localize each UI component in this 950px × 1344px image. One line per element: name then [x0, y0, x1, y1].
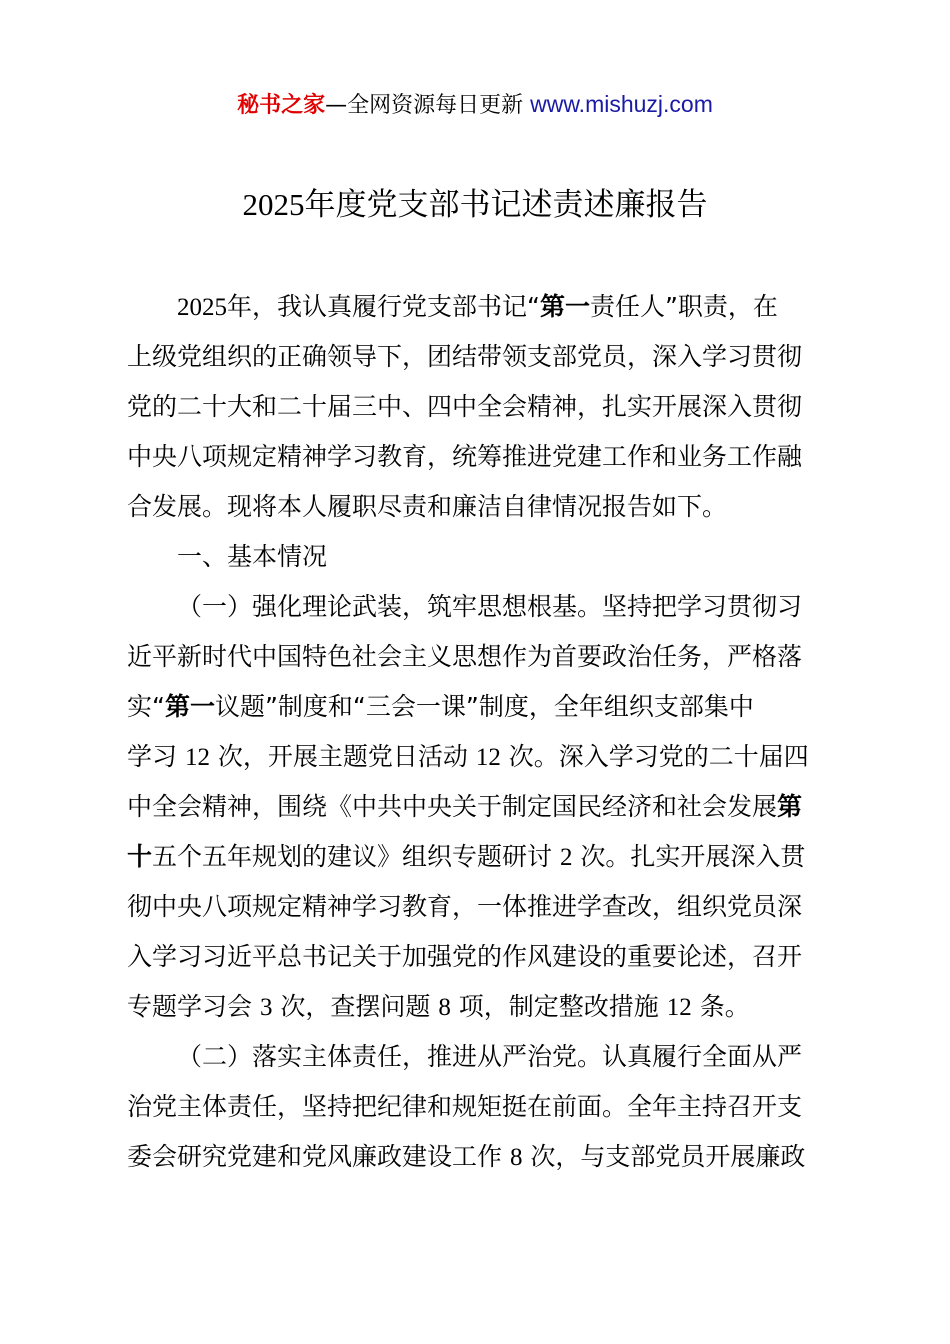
paragraph-line: 治党主体责任，坚持把纪律和规矩挺在前面。全年主持召开支	[127, 1092, 803, 1121]
text-run: 委会研究党建和党风廉政建设工作	[127, 1142, 510, 1171]
text-run: 次。深入学习党的二十届四	[500, 742, 809, 771]
count-number: 2	[559, 844, 573, 871]
text-run: 项，制定整改措施	[450, 992, 667, 1021]
year-number: 2025	[177, 294, 227, 321]
paragraph-line: 党的二十大和二十届三中、四中全会精神，扎实开展深入贯彻	[127, 392, 803, 421]
paragraph-line: 上级党组织的正确领导下，团结带领支部党员，深入学习贯彻	[127, 342, 803, 371]
paragraph-line: （二）落实主体责任，推进从严治党。认真履行全面从严	[177, 1042, 803, 1071]
text-run: 五个五年规划的建议》组织专题研讨	[152, 842, 560, 871]
text-run: 次，查摆问题	[272, 992, 439, 1021]
paragraph-line: 中央八项规定精神学习教育，统筹推进党建工作和业务工作融	[127, 442, 803, 471]
text-run: 实“	[127, 692, 165, 721]
paragraph-line: （一）强化理论武装，筑牢思想根基。坚持把学习贯彻习	[177, 592, 803, 621]
paragraph-line	[127, 1132, 837, 1182]
site-brand-name: 秘书之家	[237, 93, 326, 118]
text-run: 议题”制度和“三会一课”制度，全年组织支部集中	[214, 692, 754, 721]
count-number: 12	[666, 994, 692, 1021]
text-run: 年，我认真履行党支部书记“	[227, 292, 540, 321]
site-url-link[interactable]: www.mishuzj.com	[530, 91, 713, 117]
text-run: 学习	[127, 742, 185, 771]
count-number: 3	[259, 994, 273, 1021]
paragraph-line	[127, 782, 837, 832]
site-banner	[0, 88, 950, 122]
text-run: 专题学习会	[127, 992, 260, 1021]
bold-text: 第一	[164, 692, 215, 721]
text-run: 次，与支部党员开展廉政	[522, 1142, 806, 1171]
section-heading: 一、基本情况	[177, 542, 328, 571]
count-number: 8	[509, 1144, 523, 1171]
document-body	[127, 282, 837, 1182]
site-tagline: —全网资源每日更新	[325, 93, 531, 118]
paragraph-line: 彻中央八项规定精神学习教育，一体推进学查改，组织党员深	[127, 892, 803, 921]
text-run: 次。扎实开展深入贯	[572, 842, 806, 871]
paragraph-line: 近平新时代中国特色社会主义思想作为首要政治任务，严格落	[127, 642, 803, 671]
paragraph-line	[127, 282, 837, 332]
text-run: 条。	[691, 992, 750, 1021]
document-title	[0, 182, 950, 228]
count-number: 12	[184, 744, 210, 771]
text-run: 次，开展主题党日活动	[209, 742, 476, 771]
text-run: 中全会精神，围绕《中共中央关于制定国民经济和社会发展	[127, 792, 778, 821]
title-text: 年度党支部书记述责述廉报告	[304, 187, 708, 223]
paragraph-line: 入学习习近平总书记关于加强党的作风建设的重要论述，召开	[127, 942, 803, 971]
paragraph-line	[127, 832, 837, 882]
paragraph-line	[127, 982, 837, 1032]
bold-text: 第	[777, 792, 803, 821]
count-number: 8	[438, 994, 451, 1021]
paragraph-line	[127, 682, 837, 732]
paragraph-line: 合发展。现将本人履职尽责和廉洁自律情况报告如下。	[127, 492, 728, 521]
count-number: 12	[475, 744, 501, 771]
bold-text: 十	[127, 842, 153, 871]
text-run: 责任人”职责，在	[589, 292, 778, 321]
title-year: 2025	[242, 187, 305, 222]
paragraph-line	[127, 732, 837, 782]
bold-text: 第一	[539, 292, 590, 321]
